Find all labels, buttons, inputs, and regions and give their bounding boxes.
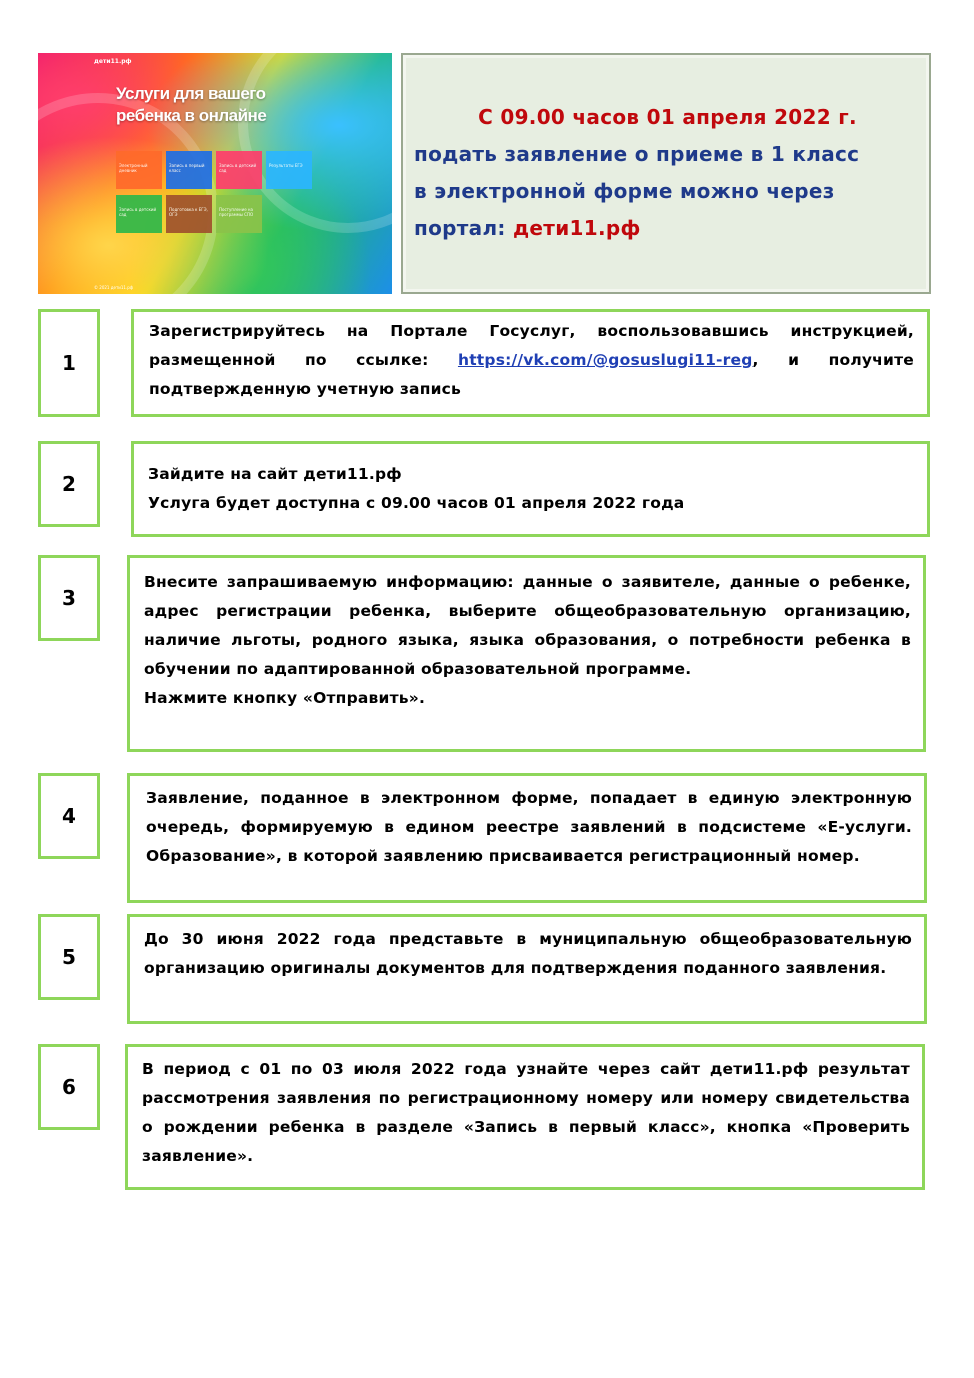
banner-tile: Электронный дневник — [116, 151, 162, 189]
step-number-1: 1 — [38, 309, 100, 417]
headline-line-4-prefix: портал: — [414, 216, 513, 240]
step-6-text: В период с 01 по 03 июля 2022 года узнайте через сайт дети11.рф результат рассмотрения заявления по регистрационному номеру или номеру свидетельства о рождении ребенка в разделе «Запись в первый класс», кнопка «Проверить заявление». — [142, 1060, 910, 1165]
step-3-line-2: Нажмите кнопку «Отправить». — [144, 689, 426, 707]
banner-tile: Запись в первый класс — [166, 151, 212, 189]
banner-tile: Запись в детский сад — [116, 195, 162, 233]
portal-link[interactable]: дети11.рф — [512, 216, 641, 240]
step-6-box — [125, 1044, 925, 1190]
step-2-line-2: Услуга будет доступна с 09.00 часов 01 апреля 2022 года — [148, 494, 685, 512]
step-number-6: 6 — [38, 1044, 100, 1130]
step-2-box — [131, 441, 930, 537]
step-5-box — [127, 914, 927, 1024]
headline-line-3: в электронной форме можно через — [414, 179, 835, 203]
step-1-text — [149, 317, 914, 404]
banner-footer: © 2021 дети11.рф — [94, 285, 134, 290]
step-5-text: До 30 июня 2022 года представьте в муниципальную общеобразовательную организацию оригиналы документов для подтверждения поданного заявления. — [144, 930, 912, 977]
banner-tile: Результаты ЕГЭ — [266, 151, 312, 189]
gosuslugi-instruction-link[interactable]: https://vk.com/@gosuslugi11-reg — [457, 351, 753, 369]
headline-line-2: подать заявление о приеме в 1 класс — [414, 142, 860, 166]
banner-tile: Запись в детский сад — [216, 151, 262, 189]
promo-banner-image — [38, 53, 392, 294]
step-number-5: 5 — [38, 914, 100, 1000]
step-3-line-1: Внесите запрашиваемую информацию: данные о заявителе, данные о ребенке, адрес регистрации ребенка, выберите общеобразовательную организацию, наличие льготы, родного языка, языка образования, о потребности ребенка в обучении по адаптированной образовательной программе. — [144, 573, 911, 678]
headline-box — [401, 53, 931, 294]
headline-line-1: С 09.00 часов 01 апреля 2022 г. — [478, 105, 857, 129]
banner-tile: Поступление на программы СПО — [216, 195, 262, 233]
step-4-text: Заявление, поданное в электронном форме, попадает в единую электронную очередь, формируемую в едином реестре заявлений в подсистеме «Е-услуги. Образование», в которой заявлению присваивается регистрационный номер. — [146, 789, 912, 865]
step-1-box — [131, 309, 930, 417]
step-3-box — [127, 555, 926, 752]
banner-logo: дети11.рф — [94, 58, 132, 65]
step-2-line-1: Зайдите на сайт дети11.рф — [148, 465, 402, 483]
banner-tile: Подготовка к ЕГЭ, ОГЭ — [166, 195, 212, 233]
step-number-3: 3 — [38, 555, 100, 641]
step-1-text-before: Зарегистрируйтесь на Портале Госуслуг, воспользовавшись инструкцией, размещенной по ссылке: — [149, 322, 914, 369]
banner-title: Услуги для вашего ребенка в онлайне — [116, 84, 267, 125]
step-4-box — [127, 773, 927, 903]
step-number-4: 4 — [38, 773, 100, 859]
step-1-text-after: , и получите подтвержденную учетную запись — [149, 351, 914, 398]
step-number-2: 2 — [38, 441, 100, 527]
